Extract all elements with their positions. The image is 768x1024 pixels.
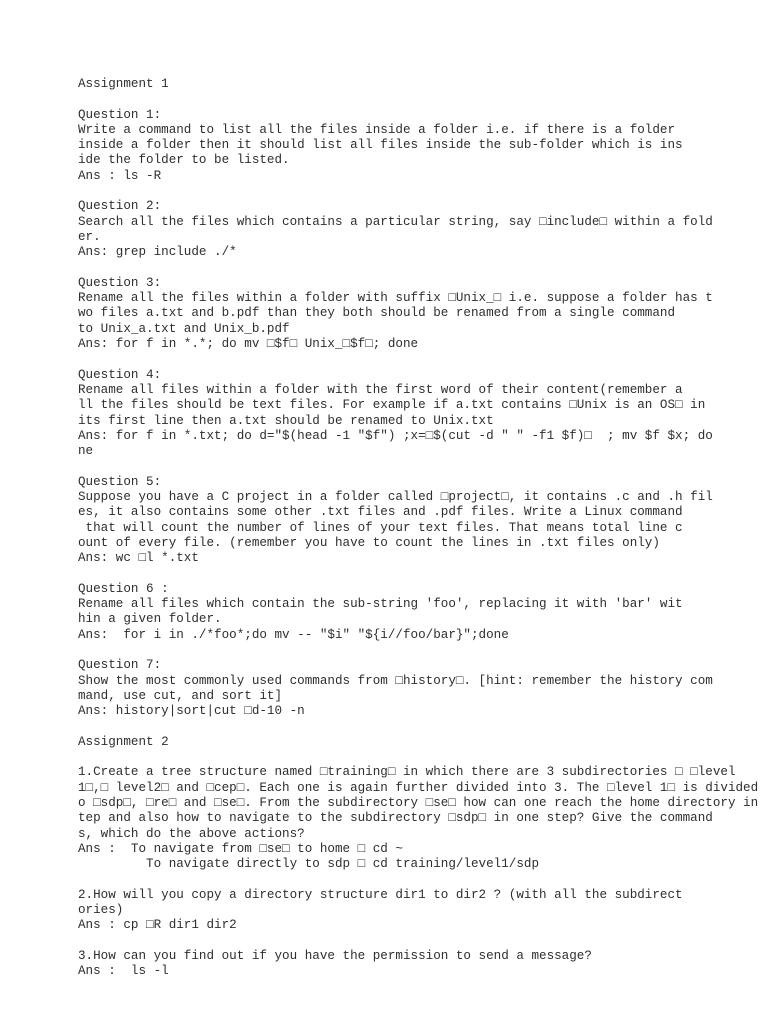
blank-line (78, 92, 768, 107)
text-line: its first line then a.txt should be renamed to Unix.txt (78, 413, 494, 428)
blank-line (78, 643, 768, 658)
text-line: ide the folder to be listed. (78, 153, 290, 168)
text-line: Assignment 1 (78, 77, 169, 91)
text-line: Ans : cp □R dir1 dir2 (78, 918, 237, 933)
text-line: ories) (78, 903, 124, 918)
blank-line (78, 872, 768, 887)
text-line: that will count the number of lines of your text files. That means total line c (78, 520, 683, 535)
text-line: s, which do the above actions? (78, 826, 305, 841)
blank-line (78, 934, 768, 949)
text-line: Question 4: (78, 367, 162, 382)
text-line: Ans: for f in *.txt; do d="$(head -1 "$f") ;x=□$(cut -d " " -f1 $f)□ ; mv $f $x; do (78, 428, 713, 443)
text-line: Rename all files which contain the sub-string 'foo', replacing it with 'bar' wit (78, 597, 683, 612)
text-line: wo files a.txt and b.pdf than they both should be renamed from a single command (78, 306, 676, 321)
blank-line (78, 719, 768, 734)
blank-line (78, 352, 768, 367)
text-line: Search all the files which contains a particular string, say □include□ within a fold (78, 214, 713, 229)
text-line: o □sdp□, □re□ and □se□. From the subdirectory □se□ how can one reach the home directory in (78, 795, 759, 810)
blank-line (78, 459, 768, 474)
text-line: Ans : ls -l (78, 964, 169, 979)
text-line: Question 5: (78, 474, 162, 489)
blank-line (78, 261, 768, 276)
text-line: Write a command to list all the files inside a folder i.e. if there is a folder (78, 122, 676, 137)
text-line: Ans: history|sort|cut □d-10 -n (78, 704, 305, 719)
text-line: to Unix_a.txt and Unix_b.pdf (78, 321, 290, 336)
text-line: Ans : ls -R (78, 168, 162, 183)
text-line: To navigate directly to sdp □ cd training/level1/sdp (78, 857, 540, 872)
text-line: Rename all the files within a folder with suffix □Unix_□ i.e. suppose a folder has t (78, 291, 713, 306)
text-line: 3.How can you find out if you have the permission to send a message? (78, 948, 592, 963)
text-line: 1□,□ level2□ and □cep□. Each one is again further divided into 3. The □level 1□ is divided (78, 780, 759, 795)
text-line: 2.How will you copy a directory structure dir1 to dir2 ? (with all the subdirect (78, 887, 683, 902)
text-line: er. (78, 229, 101, 244)
text-line: Question 3: (78, 275, 162, 290)
text-line: inside a folder then it should list all files inside the sub-folder which is ins (78, 138, 683, 153)
text-line: 1.Create a tree structure named □training□ in which there are 3 subdirectories □ □level (78, 765, 736, 780)
text-line: Ans: grep include ./* (78, 245, 237, 260)
text-line: Assignment 2 (78, 734, 169, 749)
text-line: Question 7: (78, 658, 162, 673)
text-line: Ans: wc □l *.txt (78, 551, 199, 566)
text-line: Ans: for f in *.*; do mv □$f□ Unix_□$f□; done (78, 337, 419, 352)
document-page (78, 77, 768, 980)
blank-line (78, 184, 768, 199)
text-line: es, it also contains some other .txt files and .pdf files. Write a Linux command (78, 505, 683, 520)
text-line: Rename all files within a folder with the first word of their content(remember a (78, 382, 683, 397)
text-line: hin a given folder. (78, 612, 222, 627)
text-line: ne (78, 444, 94, 459)
text-line: mand, use cut, and sort it] (78, 688, 283, 703)
text-line: tep and also how to navigate to the subdirectory □sdp□ in one step? Give the command (78, 811, 713, 826)
blank-line (78, 750, 768, 765)
text-line: Ans: for i in ./*foo*;do mv -- "$i" "${i//foo/bar}";done (78, 627, 509, 642)
text-line: Question 2: (78, 199, 162, 214)
text-line: Suppose you have a C project in a folder called □project□, it contains .c and .h fil (78, 490, 713, 505)
text-line: ount of every file. (remember you have to count the lines in .txt files only) (78, 535, 660, 550)
text-line: Show the most commonly used commands from □history□. [hint: remember the history com (78, 673, 713, 688)
blank-line (78, 567, 768, 582)
text-line: Question 6 : (78, 581, 169, 596)
text-line: Question 1: (78, 107, 162, 122)
text-line: Ans : To navigate from □se□ to home □ cd ~ (78, 841, 403, 856)
text-line: ll the files should be text files. For example if a.txt contains □Unix is an OS□ in (78, 398, 706, 413)
